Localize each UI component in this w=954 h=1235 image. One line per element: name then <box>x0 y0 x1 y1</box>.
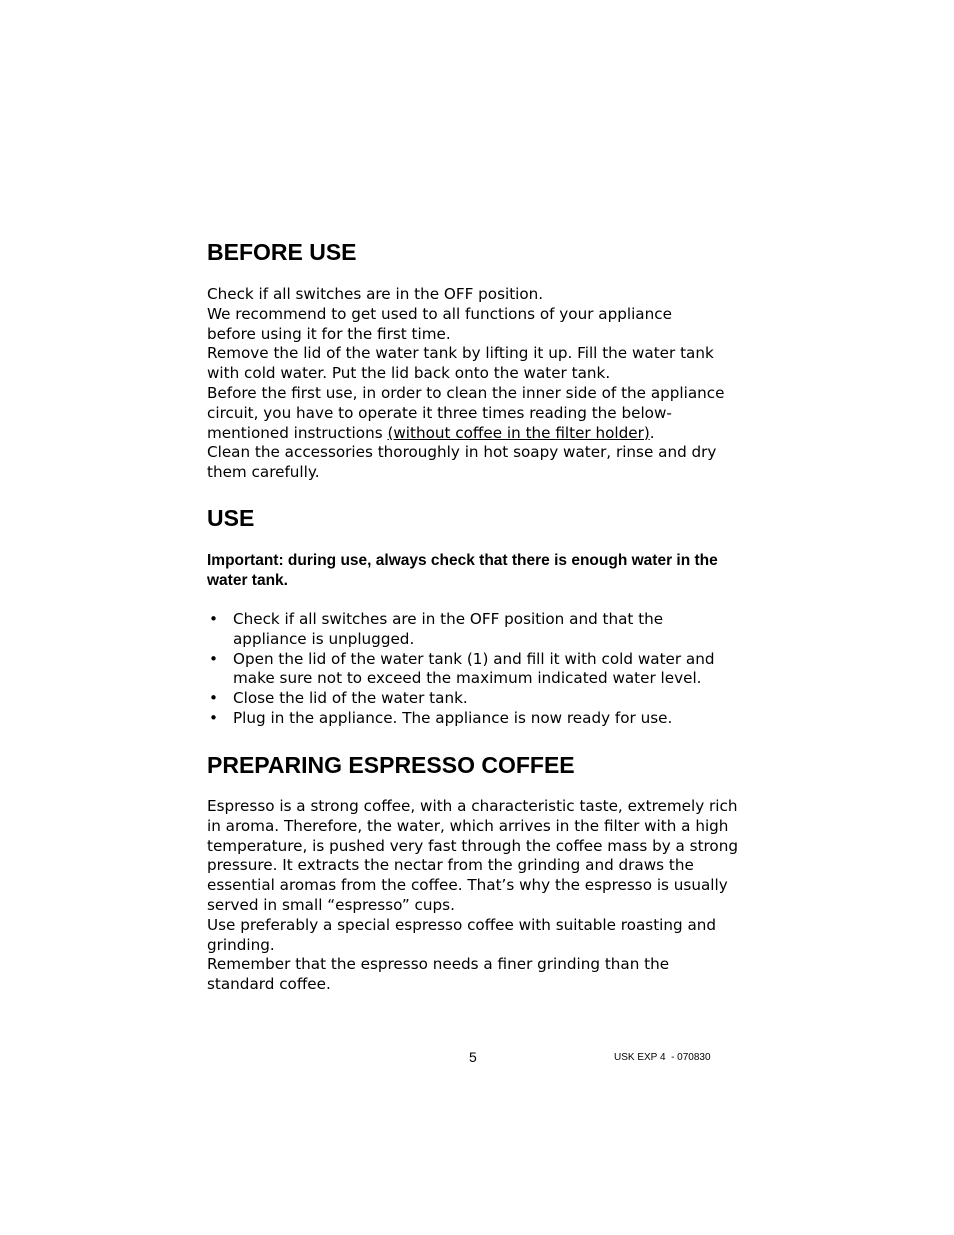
preparing-line: temperature, is pushed very fast through the coffee mass by a strong <box>207 836 738 855</box>
before-use-line: before using it for the first time. <box>207 324 451 343</box>
page-number: 5 <box>469 1049 477 1065</box>
bullet-icon: • <box>209 708 218 727</box>
important-line: Important: during use, always check that there is enough water in the <box>207 552 718 569</box>
before-use-text <box>207 285 752 483</box>
without-coffee-note: (without coffee in the filter holder) <box>387 423 650 442</box>
period: . <box>649 423 655 442</box>
list-item <box>207 689 752 709</box>
before-use-line: with cold water. Put the lid back onto the water tank. <box>207 364 611 383</box>
bullet-icon: • <box>209 649 218 668</box>
use-heading: USE <box>207 505 255 531</box>
preparing-line: served in small “espresso” cups. <box>207 895 455 914</box>
list-item-line: make sure not to exceed the maximum indicated water level. <box>233 669 702 688</box>
list-item <box>207 650 752 690</box>
document-code: USK EXP 4 - 070830 <box>614 1052 711 1063</box>
before-use-heading: BEFORE USE <box>207 239 357 265</box>
before-use-line: them carefully. <box>207 463 320 482</box>
list-item-line: Close the lid of the water tank. <box>233 689 468 708</box>
list-item-line: Open the lid of the water tank (1) and fill it with cold water and <box>233 649 715 668</box>
preparing-line: grinding. <box>207 935 275 954</box>
preparing-line: in aroma. Therefore, the water, which arrives in the filter with a high <box>207 816 729 835</box>
preparing-line: pressure. It extracts the nectar from the grinding and draws the <box>207 856 694 875</box>
preparing-line: essential aromas from the coffee. That’s why the espresso is usually <box>207 876 728 895</box>
important-line: water tank. <box>207 571 288 589</box>
before-use-line: Before the first use, in order to clean the inner side of the appliance <box>207 383 725 402</box>
preparing-espresso-heading: PREPARING ESPRESSO COFFEE <box>207 752 575 778</box>
before-use-line: Check if all switches are in the OFF position. <box>207 285 544 303</box>
list-item <box>207 610 752 650</box>
list-item-line: Plug in the appliance. The appliance is now ready for use. <box>233 708 673 727</box>
preparing-line: standard coffee. <box>207 975 331 994</box>
bullet-icon: • <box>209 689 218 708</box>
list-item-line: appliance is unplugged. <box>233 629 415 648</box>
before-use-line-instructions <box>207 424 752 444</box>
preparing-line: Espresso is a strong coffee, with a characteristic taste, extremely rich <box>207 797 738 815</box>
preparing-line: Use preferably a special espresso coffee with suitable roasting and <box>207 915 717 934</box>
bullet-icon: • <box>209 610 218 628</box>
instructions-text: mentioned instructions <box>207 423 388 442</box>
list-item-line: Check if all switches are in the OFF position and that the <box>233 610 664 628</box>
preparing-espresso-text <box>207 797 752 995</box>
list-item <box>207 709 752 729</box>
before-use-line: We recommend to get used to all functions of your appliance <box>207 304 672 323</box>
use-steps-list <box>207 610 752 729</box>
important-note <box>207 551 752 591</box>
before-use-line: Clean the accessories thoroughly in hot soapy water, rinse and dry <box>207 443 717 462</box>
before-use-line: circuit, you have to operate it three times reading the below- <box>207 403 672 422</box>
before-use-line: Remove the lid of the water tank by lifting it up. Fill the water tank <box>207 344 714 363</box>
preparing-line: Remember that the espresso needs a finer grinding than the <box>207 955 670 974</box>
